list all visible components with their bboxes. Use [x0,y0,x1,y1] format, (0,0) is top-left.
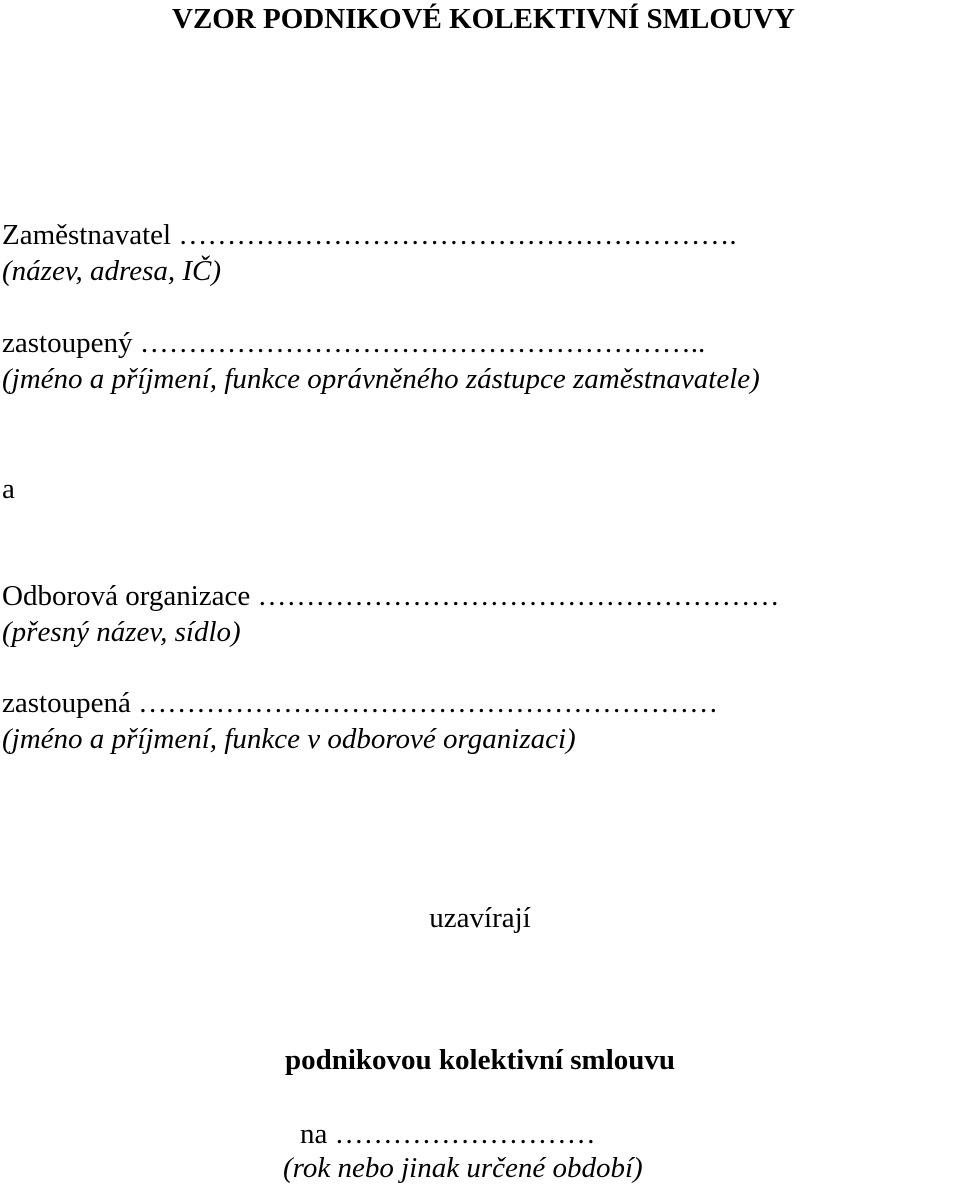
employer-hint: (název, adresa, IČ) [2,255,222,287]
subject-text: podnikovou kolektivní smlouvu [284,1044,676,1076]
union-line [2,579,780,613]
verb-text: uzavírají [429,902,531,934]
period-label: na [300,1118,328,1150]
period-hint: (rok nebo jinak určené období) [283,1152,643,1184]
union-representative-label: zastoupená [2,687,131,719]
employer-representative-fill: ………………………………………………….. [139,327,706,359]
conjunction-text: a [2,473,15,505]
period-fill: ……………………… [334,1118,596,1150]
union-representative-hint: (jméno a příjmení, funkce v odborové organizaci) [2,723,576,755]
employer-representative-label: zastoupený [2,327,133,359]
employer-representative-line [2,326,705,360]
union-representative-fill: …………………………………………………… [138,687,719,719]
union-representative-line [2,686,718,720]
union-hint: (přesný název, sídlo) [2,616,241,648]
employer-fill: …………………………………………………. [178,219,737,251]
employer-label: Zaměstnavatel [2,219,172,251]
employer-line [2,218,737,252]
page-title: VZOR PODNIKOVÉ KOLEKTIVNÍ SMLOUVY [172,3,795,35]
union-label: Odborová organizace [2,580,251,612]
union-fill: ……………………………………………… [257,580,780,612]
employer-representative-hint: (jméno a příjmení, funkce oprávněného zástupce zaměstnavatele) [2,363,760,395]
period-line [300,1117,596,1151]
